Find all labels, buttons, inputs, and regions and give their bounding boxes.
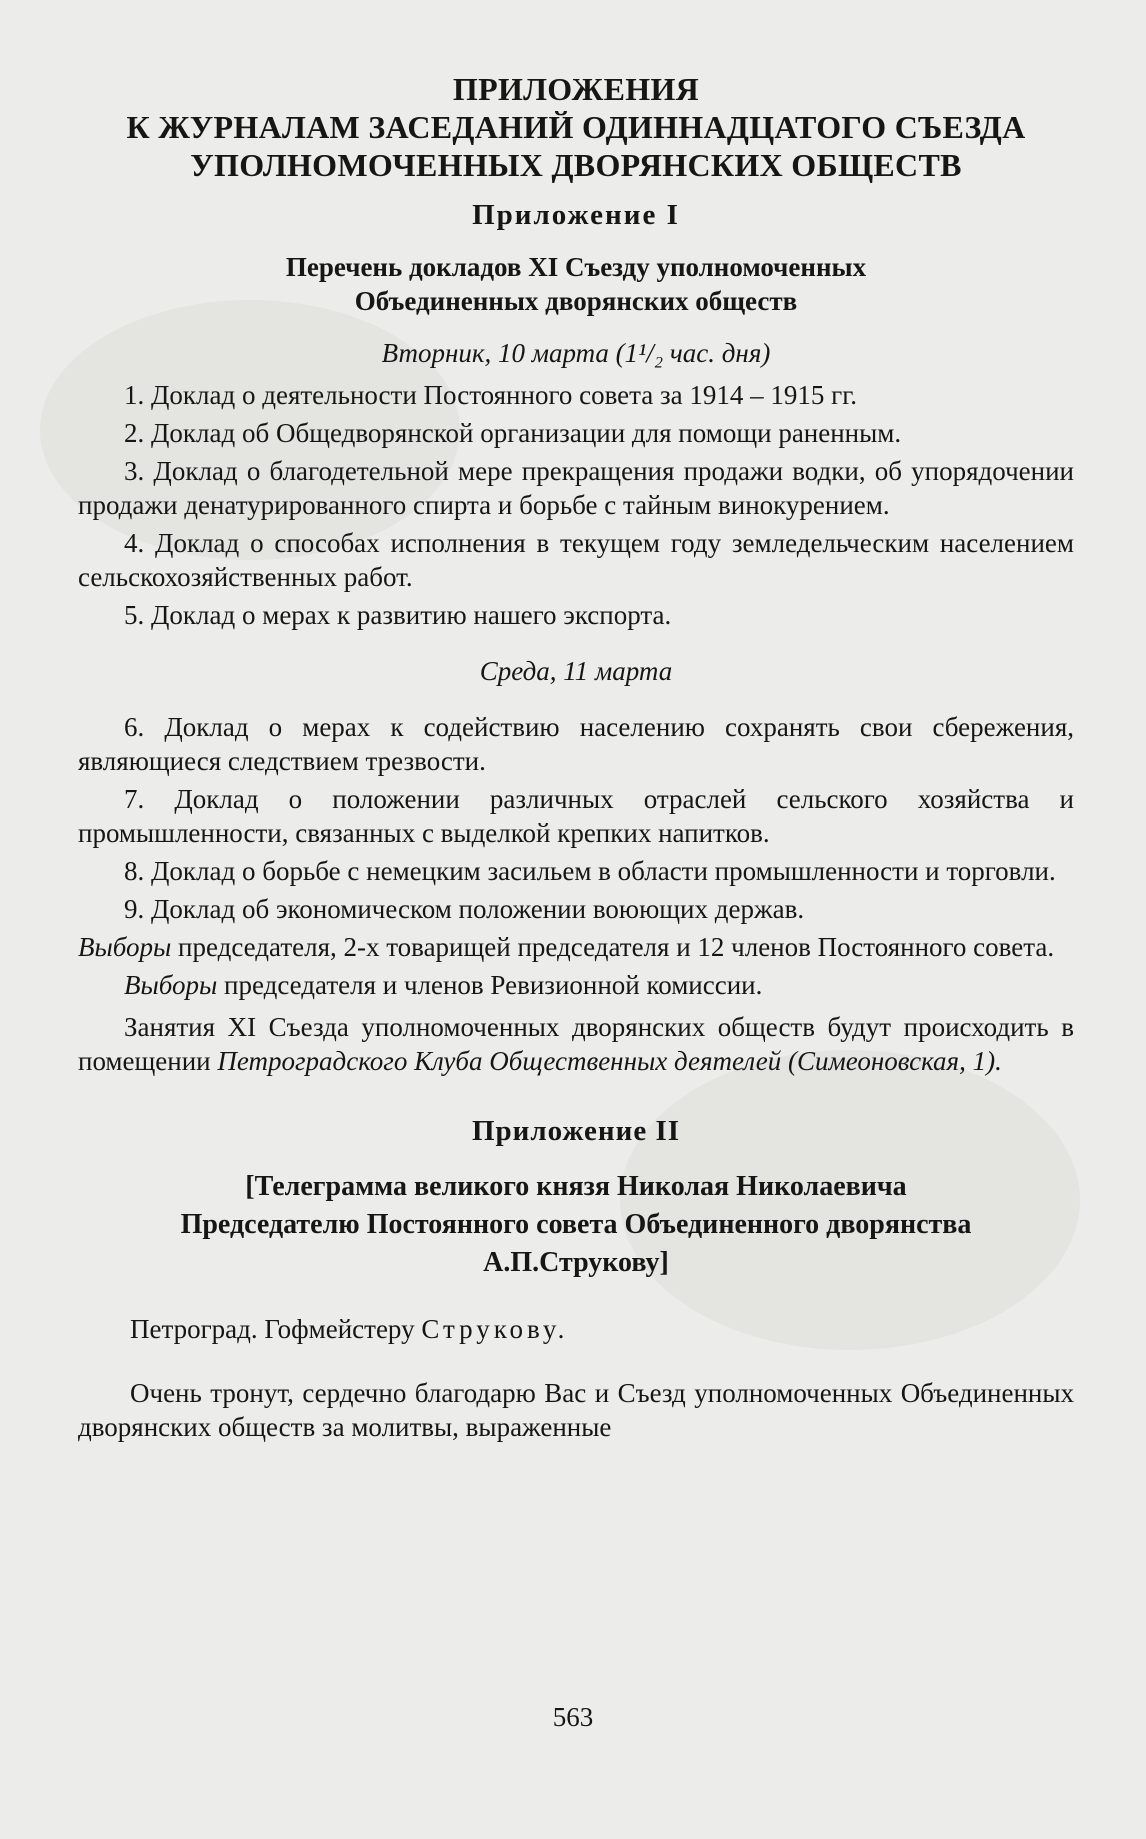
address-text: Петроград. Гофмейстеру [130,1314,422,1344]
venue-paragraph [78,1010,1074,1078]
address-name: Струкову. [421,1314,569,1344]
title-line: ПРИЛОЖЕНИЯ [452,71,700,107]
elections-standing-council [78,930,1074,964]
heading-line: Председателю Постоянного совета Объединенного дворянства [180,1209,972,1240]
elections-word: Выборы [124,970,218,1000]
day-wednesday: Среда, 11 марта [479,656,673,686]
report-item: 3. Доклад о благодетельной мере прекращения продажи водки, об упорядочении продажи денатурированного спирта и борьбе с тайным винокурением. [78,456,1074,520]
telegram-body: Очень тронут, сердечно благодарю Вас и Съезд уполномоченных Объединенных дворянских обществ за молитвы, выраженные [78,1378,1074,1442]
day-tuesday: Вторник, 10 марта (1¹/₂ час. дня) [381,338,771,368]
venue-place: Петроградского Клуба Общественных деятелей (Симеоновская, 1). [217,1046,1002,1076]
telegram-address [78,1312,1074,1346]
heading-line: Объединенных дворянских обществ [354,286,798,316]
report-item: 4. Доклад о способах исполнения в текущем году земледельческим населением сельскохозяйственных работ. [78,528,1074,592]
heading-line: А.П.Струкову] [483,1247,669,1278]
main-title [78,70,1074,184]
venue-text: Занятия XI Съезда уполномоченных дворянских обществ будут происходить в помещении [78,1012,1074,1076]
heading-line: Перечень докладов XI Съезду уполномоченных [285,252,867,282]
title-line: К ЖУРНАЛАМ ЗАСЕДАНИЙ ОДИННАДЦАТОГО СЪЕЗДА [126,109,1026,145]
report-item: 9. Доклад об экономическом положении воюющих держав. [124,894,805,924]
elections-text: председателя, 2-х товарищей председателя и 12 членов Постоянного совета. [171,932,1055,962]
page-content [78,70,1074,1448]
heading-line: [Телеграмма великого князя Николая Николаевича [245,1171,907,1202]
elections-word: Выборы [78,932,172,962]
report-list-day1 [78,378,1074,632]
title-line: УПОЛНОМОЧЕННЫХ ДВОРЯНСКИХ ОБЩЕСТВ [190,147,962,183]
appendix-1-label: Приложение I [472,199,680,231]
page-number: 563 [552,1702,594,1732]
appendix-2-heading [78,1168,1074,1282]
report-item: 5. Доклад о мерах к развитию нашего экспорта. [124,600,672,630]
report-list-day2 [78,710,1074,926]
report-item: 1. Доклад о деятельности Постоянного совета за 1914 – 1915 гг. [124,380,858,410]
report-item: 7. Доклад о положении различных отраслей сельского хозяйства и промышленности, связанных с выделкой крепких напитков. [78,784,1074,848]
elections-audit-commission [78,968,1074,1002]
elections-text: председателя и членов Ревизионной комиссии. [217,970,763,1000]
appendix-2-label: Приложение II [471,1115,681,1147]
report-item: 8. Доклад о борьбе с немецким засильем в области промышленности и торговли. [124,856,1056,886]
report-item: 6. Доклад о мерах к содействию населению сохранять свои сбережения, являющиеся следствием трезвости. [78,712,1074,776]
appendix-1-heading [78,250,1074,318]
report-item: 2. Доклад об Общедворянской организации для помощи раненным. [124,418,902,448]
